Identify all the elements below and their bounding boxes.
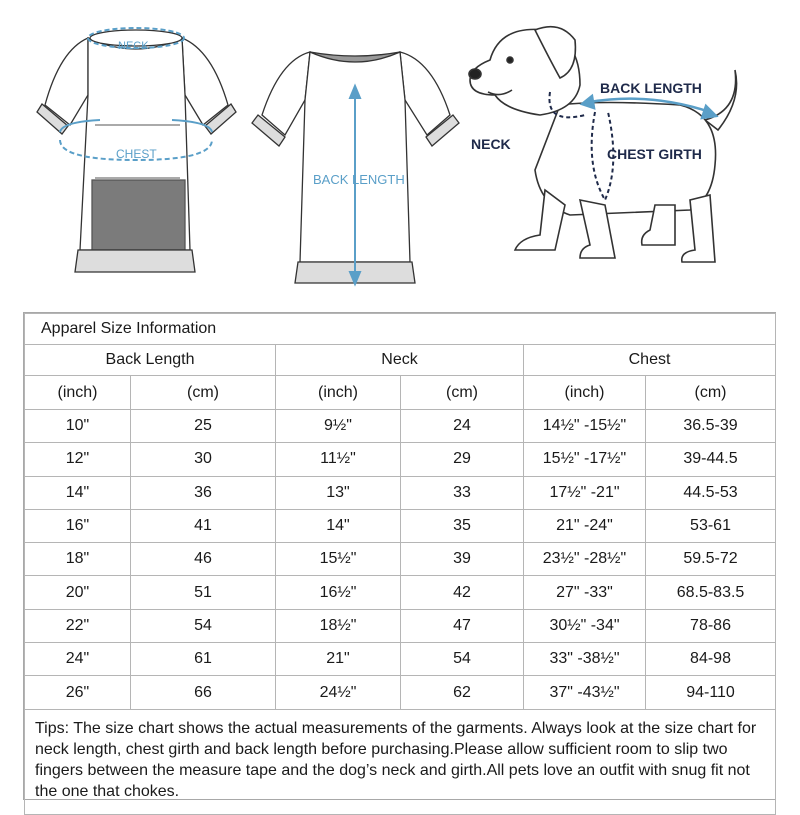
- table-cell: 36: [131, 476, 276, 509]
- group-header-chest: Chest: [524, 345, 776, 376]
- table-row: [25, 643, 776, 676]
- table-row: [25, 443, 776, 476]
- size-table: [24, 313, 776, 815]
- table-cell: 14": [276, 509, 401, 542]
- table-cell: 16½": [276, 576, 401, 609]
- table-cell: 18": [25, 543, 131, 576]
- table-cell: 23½" -28½": [524, 543, 646, 576]
- table-cell: 22": [25, 609, 131, 642]
- table-cell: 61: [131, 643, 276, 676]
- table-cell: 53-61: [646, 509, 776, 542]
- table-cell: 41: [131, 509, 276, 542]
- unit-header: (cm): [646, 376, 776, 410]
- group-header-back-length: Back Length: [25, 345, 276, 376]
- table-cell: 14": [25, 476, 131, 509]
- table-row: [25, 476, 776, 509]
- group-header-neck: Neck: [276, 345, 524, 376]
- table-cell: 18½": [276, 609, 401, 642]
- size-rows: [25, 410, 776, 710]
- table-cell: 14½" -15½": [524, 410, 646, 443]
- table-cell: 37" -43½": [524, 676, 646, 709]
- chart-title: Apparel Size Information: [25, 314, 776, 345]
- table-cell: 39-44.5: [646, 443, 776, 476]
- table-row: [25, 609, 776, 642]
- unit-header: (cm): [131, 376, 276, 410]
- table-cell: 62: [401, 676, 524, 709]
- table-cell: 15½": [276, 543, 401, 576]
- dog-chest-girth-label: CHEST GIRTH: [607, 146, 702, 162]
- table-cell: 29: [401, 443, 524, 476]
- dog-neck-label: NECK: [471, 136, 511, 152]
- table-cell: 16": [25, 509, 131, 542]
- table-cell: 25: [131, 410, 276, 443]
- table-cell: 10": [25, 410, 131, 443]
- table-cell: 33" -38½": [524, 643, 646, 676]
- table-row: [25, 509, 776, 542]
- table-cell: 24": [25, 643, 131, 676]
- table-cell: 24½": [276, 676, 401, 709]
- table-row: [25, 576, 776, 609]
- dog-back-length-label: BACK LENGTH: [600, 80, 702, 96]
- back-length-label: BACK LENGTH: [313, 172, 405, 187]
- table-cell: 12": [25, 443, 131, 476]
- table-cell: 24: [401, 410, 524, 443]
- unit-header: (inch): [524, 376, 646, 410]
- table-cell: 39: [401, 543, 524, 576]
- illustration-area: [0, 0, 800, 310]
- table-cell: 15½" -17½": [524, 443, 646, 476]
- table-cell: 51: [131, 576, 276, 609]
- chest-label: CHEST: [116, 147, 157, 161]
- table-cell: 78-86: [646, 609, 776, 642]
- table-cell: 33: [401, 476, 524, 509]
- table-cell: 84-98: [646, 643, 776, 676]
- table-cell: 42: [401, 576, 524, 609]
- table-cell: 47: [401, 609, 524, 642]
- table-cell: 59.5-72: [646, 543, 776, 576]
- table-row: [25, 543, 776, 576]
- table-cell: 54: [401, 643, 524, 676]
- tips-text: Tips: The size chart shows the actual measurements of the garments. Always look at the size chart for neck length, chest girth and back length before purchasing.Please allow sufficient room to slip two fingers between the measure tape and the dog’s neck and girth.All pets love an outfit with snug fit not the one that chokes.: [25, 709, 776, 814]
- table-cell: 27" -33": [524, 576, 646, 609]
- table-cell: 30½" -34": [524, 609, 646, 642]
- table-cell: 46: [131, 543, 276, 576]
- table-cell: 66: [131, 676, 276, 709]
- table-cell: 13": [276, 476, 401, 509]
- table-cell: 20": [25, 576, 131, 609]
- table-cell: 54: [131, 609, 276, 642]
- table-cell: 94-110: [646, 676, 776, 709]
- neck-label: NECK: [118, 40, 149, 52]
- unit-header: (inch): [25, 376, 131, 410]
- size-chart: [23, 312, 776, 800]
- table-cell: 36.5-39: [646, 410, 776, 443]
- table-row: [25, 410, 776, 443]
- table-cell: 11½": [276, 443, 401, 476]
- table-cell: 21" -24": [524, 509, 646, 542]
- unit-header: (cm): [401, 376, 524, 410]
- table-cell: 35: [401, 509, 524, 542]
- unit-header: (inch): [276, 376, 401, 410]
- table-cell: 21": [276, 643, 401, 676]
- table-row: [25, 676, 776, 709]
- table-cell: 9½": [276, 410, 401, 443]
- table-cell: 30: [131, 443, 276, 476]
- table-cell: 68.5-83.5: [646, 576, 776, 609]
- table-cell: 17½" -21": [524, 476, 646, 509]
- table-cell: 26": [25, 676, 131, 709]
- table-cell: 44.5-53: [646, 476, 776, 509]
